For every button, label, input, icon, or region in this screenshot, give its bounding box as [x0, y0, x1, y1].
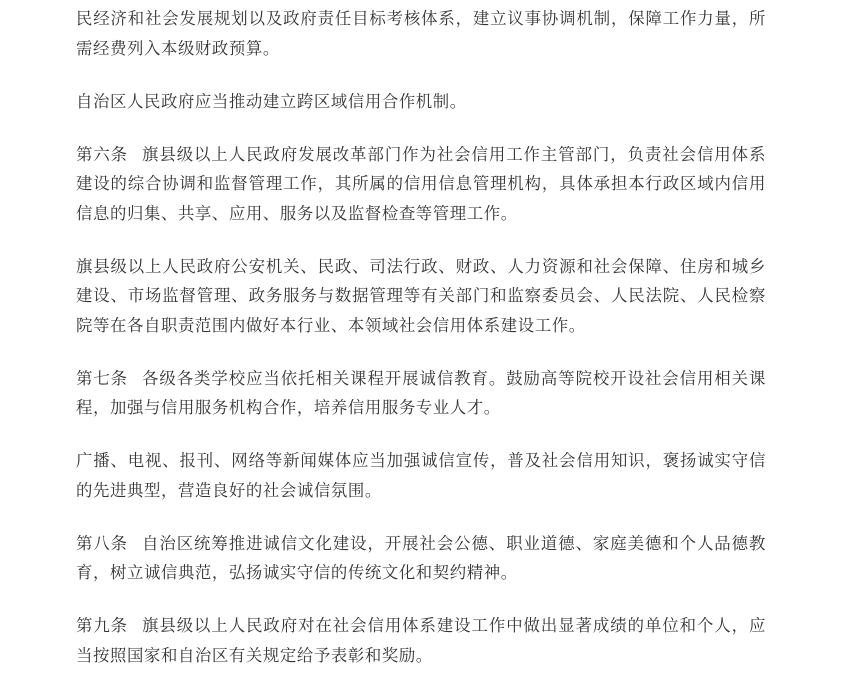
paragraph-text: 旗县级以上人民政府公安机关、民政、司法行政、财政、人力资源和社会保障、住房和城乡建设、市场监督管理、政务服务与数据管理等有关部门和监察委员会、人民法院、人民检察院等在各自职责范围内做好本行业、本领域社会信用体系建设工作。 [76, 256, 766, 335]
paragraph-text: 各级各类学校应当依托相关课程开展诚信教育。鼓励高等院校开设社会信用相关课程，加强与信用服务机构合作，培养信用服务专业人才。 [76, 368, 766, 417]
article-9 [76, 611, 766, 670]
paragraph-cross-region [76, 87, 766, 117]
paragraph-text: 自治区统筹推进诚信文化建设，开展社会公德、职业道德、家庭美德和个人品德教育，树立诚信典范，弘扬诚实守信的传统文化和契约精神。 [76, 533, 766, 582]
paragraph-departments [76, 252, 766, 341]
paragraph-continuation [76, 4, 766, 63]
article-label: 第八条 [76, 533, 129, 553]
paragraph-media [76, 446, 766, 505]
document-body [76, 4, 766, 694]
article-label: 第七条 [76, 368, 129, 388]
article-label: 第六条 [76, 144, 129, 164]
article-label: 第九条 [76, 616, 129, 635]
paragraph-text: 旗县级以上人民政府发展改革部门作为社会信用工作主管部门，负责社会信用体系建设的综合协调和监督管理工作，其所属的信用信息管理机构，具体承担本行政区域内信用信息的归集、共享、应用、服务以及监督检查等管理工作。 [76, 144, 766, 223]
paragraph-text: 广播、电视、报刊、网络等新闻媒体应当加强诚信宣传，普及社会信用知识，褒扬诚实守信的先进典型，营造良好的社会诚信氛围。 [76, 451, 766, 500]
paragraph-text: 旗县级以上人民政府对在社会信用体系建设工作中做出显著成绩的单位和个人，应当按照国家和自治区有关规定给予表彰和奖励。 [76, 616, 766, 665]
article-6 [76, 140, 766, 229]
article-7 [76, 364, 766, 423]
paragraph-text: 民经济和社会发展规划以及政府责任目标考核体系，建立议事协调机制，保障工作力量，所需经费列入本级财政预算。 [76, 9, 766, 58]
article-8 [76, 529, 766, 588]
paragraph-text: 自治区人民政府应当推动建立跨区域信用合作机制。 [76, 91, 467, 111]
